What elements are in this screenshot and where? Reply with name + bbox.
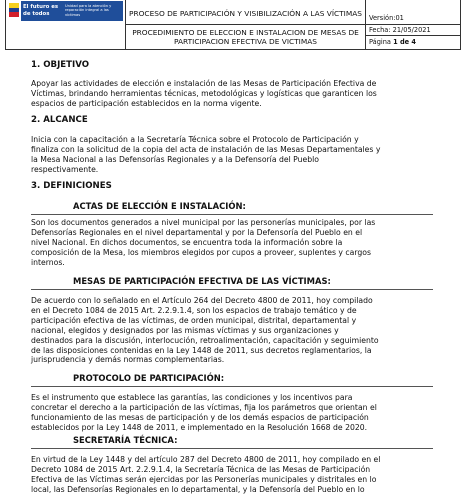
actas-rule: [31, 214, 433, 215]
process-title: PROCESO DE PARTICIPACIÓN Y VISIBILIZACIÓN A LAS VÍCTIMAS: [126, 0, 366, 25]
text-line: En virtud de la Ley 1448 y del artículo 287 del Decreto 4800 de 2011, hoy compilado en el: [31, 455, 381, 464]
actas-text: [31, 218, 433, 268]
text-line: nivel Nacional. En dichos documentos, se encuentra toda la información sobre la: [31, 237, 343, 247]
text-line: Efectiva de las Víctimas serán ejercidas por las Personerías municipales y distritales en lo: [31, 474, 377, 484]
text-line: local, las Defensorías Regionales en lo departamental, y la Defensoría del Pueblo en lo: [31, 484, 365, 494]
text-line: de las disposiciones contenidas en la Ley 1448 de 2011, sus decretos reglamentarios, la: [31, 345, 372, 355]
flag-stripe-red: [9, 12, 19, 17]
text-line: Víctimas, brindando herramientas técnicas, metodológicas y logísticas que garanticen los: [31, 88, 377, 98]
protocolo-heading: PROTOCOLO DE PARTICIPACIÓN:: [73, 373, 225, 383]
document-header: [5, 0, 461, 50]
secretaria-rule: [31, 448, 433, 449]
text-line: participación efectiva de las víctimas, de orden municipal, distrital, departamental y: [31, 315, 357, 325]
section-objetivo-title: 1. OBJETIVO: [31, 60, 90, 70]
text-line: funcionamiento de las mesas de participación y de los demás espacios de participación: [31, 412, 369, 422]
text-line: jurisprudencia y demás normas complementarias.: [31, 355, 225, 365]
alcance-text: [31, 135, 433, 175]
text-line: Son los documentos generados a nivel municipal por las personerías municipales, por las: [31, 218, 376, 227]
text-line: destinados para la discusión, interlocución, retroalimentación, capacitación y seguimiento: [31, 335, 379, 345]
mesas-heading: MESAS DE PARTICIPACIÓN EFECTIVA DE LAS VÍCTIMAS:: [73, 276, 331, 286]
logo-cell: [6, 0, 126, 49]
logo-text: El futuro es de todos: [23, 4, 59, 17]
date-label: Fecha: 21/05/2021: [366, 25, 460, 36]
objetivo-text: [31, 79, 433, 109]
text-line: Defensorías Regionales en el nivel departamental y por la Defensoría del Pueblo en el: [31, 227, 363, 237]
logo-subtext: Unidad para la atención y reparación integral a las víctimas: [65, 4, 112, 17]
text-line: finaliza con la solicitud de la copia del acta de instalación de las Mesas Departamentales y: [31, 144, 381, 154]
unidad-victimas-logo: [21, 1, 123, 21]
text-line: la Mesa Nacional a las Defensorías Regionales y a la Defensoría del Pueblo: [31, 154, 319, 164]
text-line: Decreto 1084 de 2015 Art. 2.2.9.1.4, la Secretaría Técnica de las Mesas de Participación: [31, 464, 371, 474]
procedure-title: PROCEDIMIENTO DE ELECCION E INSTALACION DE MESAS DE PARTICIPACION EFECTIVA DE VICTIMAS: [126, 25, 366, 49]
text-line: composición de la Mesa, los miembros elegidos por cupos a proveer, suplentes y cargos: [31, 247, 371, 257]
text-line: Apoyar las actividades de elección e instalación de las Mesas de Participación Efectiva de: [31, 79, 377, 88]
page-label: [366, 36, 460, 49]
mesas-rule: [31, 289, 433, 290]
text-line: en el Decreto 1084 de 2015 Art. 2.2.9.1.4, son los espacios de trabajo temático y de: [31, 305, 357, 315]
text-line: respectivamente.: [31, 164, 99, 174]
text-line: De acuerdo con lo señalado en el Artículo 264 del Decreto 4800 de 2011, hoy compilado: [31, 296, 373, 305]
page-number: 1 de 4: [393, 38, 417, 46]
section-alcance-title: 2. ALCANCE: [31, 115, 88, 125]
mesas-text: [31, 296, 433, 365]
actas-heading: ACTAS DE ELECCIÓN E INSTALACIÓN:: [73, 201, 246, 211]
text-line: espacios de participación establecidos en la norma vigente.: [31, 98, 262, 108]
secretaria-text: [31, 455, 433, 495]
protocolo-rule: [31, 386, 433, 387]
version-label: Versión:01: [366, 0, 460, 25]
section-definiciones-title: 3. DEFINICIONES: [31, 181, 112, 191]
text-line: Inicia con la capacitación a la Secretaría Técnica sobre el Protocolo de Participación y: [31, 135, 359, 144]
protocolo-text: [31, 393, 433, 433]
secretaria-heading: SECRETARÍA TÉCNICA:: [73, 435, 178, 445]
text-line: establecidos por la Ley 1448 de 2011, e implementado en la Resolución 1668 de 2020.: [31, 422, 368, 432]
text-line: Es el instrumento que establece las garantías, las condiciones y los incentivos para: [31, 393, 353, 402]
text-line: concretar el derecho a la participación de las víctimas, fija los parámetros que orientan el: [31, 402, 377, 412]
colombia-flag-icon: [9, 3, 19, 17]
text-line: internos.: [31, 257, 65, 267]
text-line: nacional, elegidos y designados por las mismas víctimas y sus organizaciones y: [31, 325, 339, 335]
page-prefix: Página: [369, 38, 394, 46]
